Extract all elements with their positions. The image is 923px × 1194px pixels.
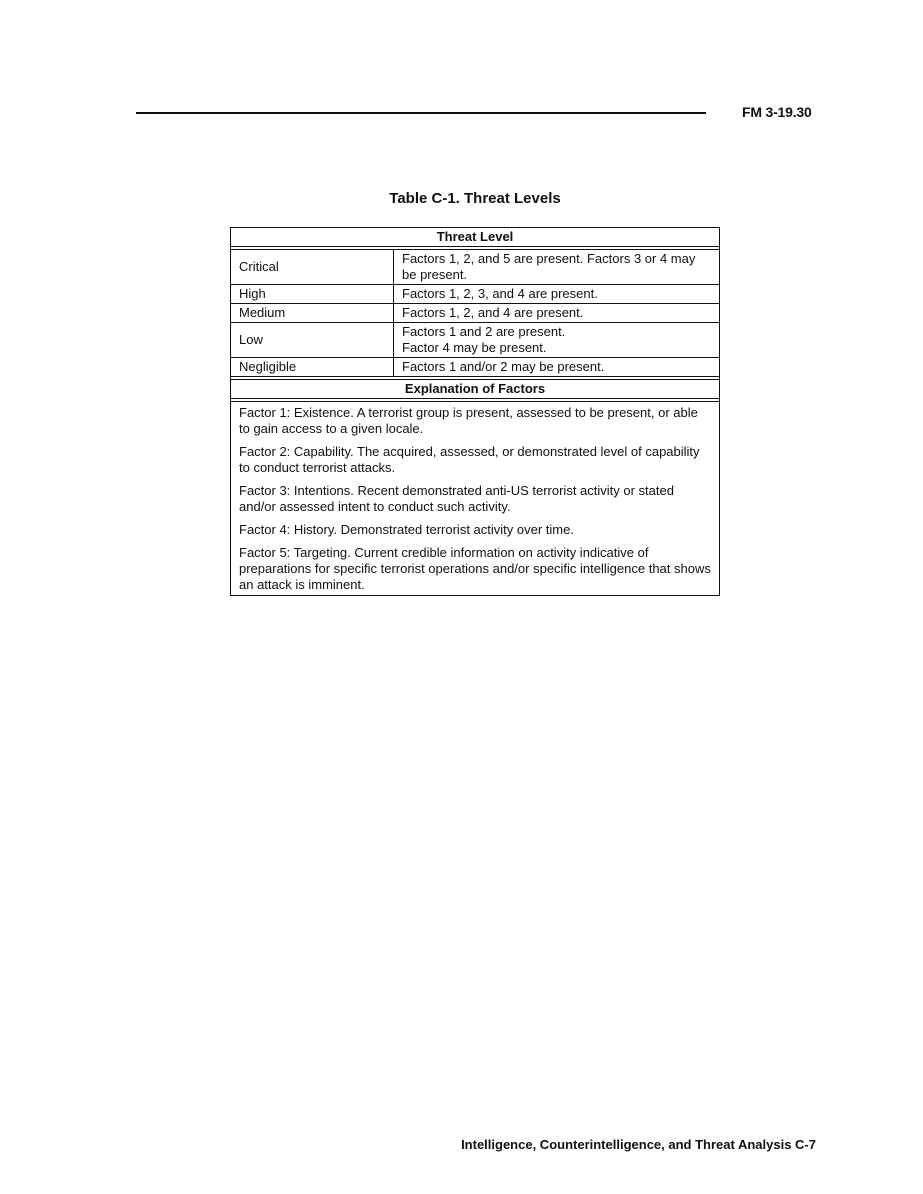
factor-paragraph: Factor 4: History. Demonstrated terrorist activity over time. — [239, 522, 574, 537]
level-name: Critical — [231, 250, 394, 284]
threat-level-row — [231, 358, 719, 380]
factor-paragraph: Factor 5: Targeting. Current credible information on activity indicative of preparations for specific terrorist operations and/or specific intelligence that shows an attack is imminent. — [239, 545, 711, 592]
level-description — [394, 323, 719, 357]
factor-paragraph: Factor 3: Intentions. Recent demonstrated anti-US terrorist activity or stated and/or assessed intent to conduct such activity. — [239, 483, 674, 514]
level-name: Medium — [231, 304, 394, 322]
level-description-line: Factor 4 may be present. — [402, 340, 547, 355]
factors-header-row — [231, 380, 719, 402]
level-description — [394, 250, 719, 284]
threat-levels-table — [230, 227, 720, 596]
threat-level-row — [231, 285, 719, 304]
header-rule — [136, 112, 706, 114]
level-description-line: Factors 1 and 2 are present. — [402, 324, 566, 339]
level-name: Negligible — [231, 358, 394, 376]
level-description-line: Factors 1, 2, and 4 are present. — [402, 305, 584, 320]
level-name: Low — [231, 323, 394, 357]
level-description — [394, 304, 719, 322]
threat-level-heading: Threat Level — [436, 229, 514, 244]
page-footer: Intelligence, Counterintelligence, and Threat Analysis C-7 — [461, 1137, 816, 1152]
level-description-line: Factors 1, 2, 3, and 4 are present. — [402, 286, 598, 301]
threat-level-row — [231, 323, 719, 358]
threat-level-row — [231, 304, 719, 323]
threat-level-header-row — [231, 228, 719, 250]
threat-level-row — [231, 250, 719, 285]
level-description-line: Factors 1, 2, and 5 are present. Factors 3 or 4 may be present. — [402, 251, 696, 282]
factors-body — [231, 402, 719, 595]
table-title: Table C-1. Threat Levels — [389, 190, 561, 207]
factor-paragraph: Factor 2: Capability. The acquired, assessed, or demonstrated level of capability to conduct terrorist attacks. — [239, 444, 700, 475]
document-id: FM 3-19.30 — [742, 104, 812, 120]
factors-body-row — [231, 402, 719, 595]
level-description — [394, 358, 719, 376]
factor-paragraph: Factor 1: Existence. A terrorist group is present, assessed to be present, or able to gain access to a given locale. — [239, 405, 698, 436]
level-name: High — [231, 285, 394, 303]
factors-heading: Explanation of Factors — [404, 381, 546, 396]
level-description — [394, 285, 719, 303]
level-description-line: Factors 1 and/or 2 may be present. — [402, 359, 605, 374]
